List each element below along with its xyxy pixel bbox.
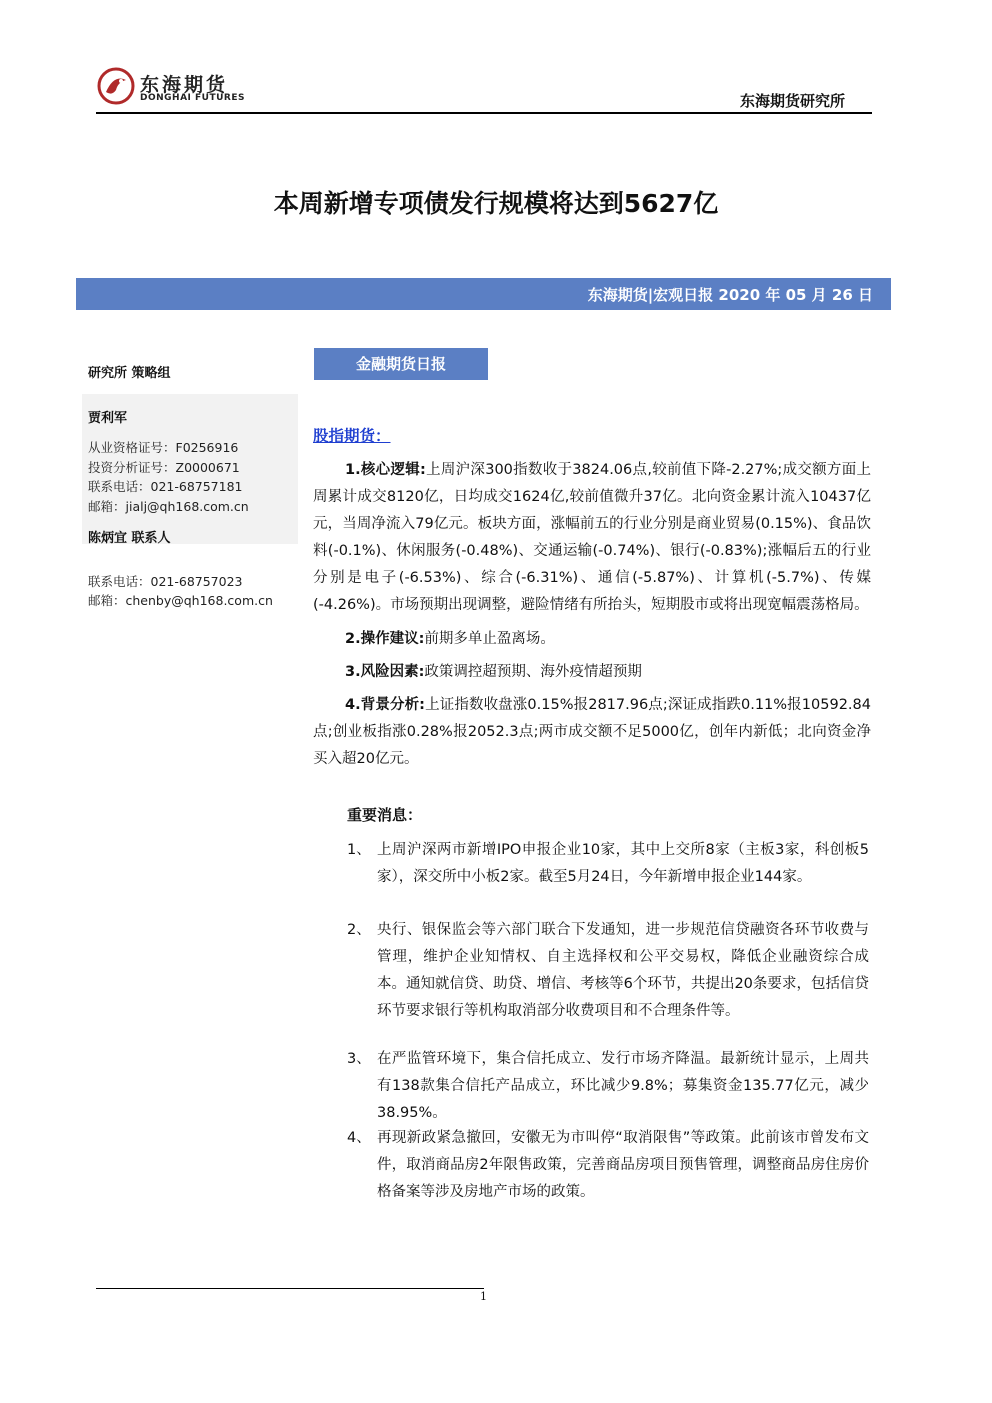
point-risk [313,659,871,686]
logo-text-cn: 东海期货 [140,74,229,96]
analyst-invest-cert: 投资分析证号：Z0000671 [88,460,240,475]
point-background [313,692,871,773]
header-institute: 东海期货研究所 [740,92,846,110]
point-advice [313,626,871,653]
page-number: 1 [480,1290,487,1303]
news-number: 3、 [347,1051,371,1067]
point-label: 2.操作建议: [345,631,425,647]
contact-email[interactable]: 邮箱：chenby@qh168.com.cn [88,593,273,608]
subhead-index-futures: 股指期货： [313,427,391,445]
report-banner [76,278,891,310]
footer-divider [96,1288,484,1289]
news-number: 1、 [347,842,371,858]
section-tab: 金融期货日报 [314,348,488,380]
point-label: 4.背景分析: [345,697,425,713]
news-item: 央行、银保监会等六部门联合下发通知，进一步规范信贷融资各环节收费与管理，维护企业知情权、自主选择权和公平交易权，降低企业融资综合成本。通知就信贷、助贷、增信、考核等6个环节，共提出20条要求，包括信贷环节要求银行等机构取消部分收费项目和不合理条件等。 [377,922,869,1019]
point-text: 上周沪深300指数收于3824.06点,较前值下降-2.27%;成交额方面上周累计成交8120亿，日均成交1624亿,较前值微升37亿。北向资金累计流入10437亿元，当周净流入79亿元。板块方面，涨幅前五的行业分别是商业贸易(0.15%)、食品饮料(-0.1%)、休闲服务(-0.48%)、交通运输(-0.74%)、银行(-0.83%);涨幅后五的行业分别是电子(-6.53%)、综合(-6.31%)、通信(-5.87%)、计算机(-5.7%)、传媒(-4.26%)。市场预期出现调整，避险情绪有所抬头，短期股市或将出现宽幅震荡格局。 [313,462,871,613]
news-number: 4、 [347,1130,371,1146]
point-label: 3.风险因素: [345,664,425,680]
analyst-email[interactable]: 邮箱：jialj@qh168.com.cn [88,499,249,514]
analyst-phone: 联系电话：021-68757181 [88,479,243,494]
point-text: 前期多单止盈离场。 [424,631,555,647]
logo-text-en: DONGHAI FUTURES [140,93,245,103]
analyst-name: 贾利军 [88,411,128,426]
point-text: 政策调控超预期、海外疫情超预期 [424,664,642,680]
company-logo [96,66,136,106]
contact-name: 陈炳宜 联系人 [88,531,171,546]
point-label: 1.核心逻辑: [345,462,426,478]
news-item: 再现新政紧急撤回，安徽无为市叫停“取消限售”等政策。此前该市曾发布文件，取消商品房2年限售政策，完善商品房项目预售管理，调整商品房住房价格备案等涉及房地产市场的政策。 [377,1130,869,1200]
news-number: 2、 [347,922,371,938]
contact-phone: 联系电话：021-68757023 [88,574,243,589]
document-title: 本周新增专项债发行规模将达到5627亿 [273,189,719,218]
header-divider [96,112,872,114]
news-title: 重要消息： [347,806,423,824]
point-text: 上证指数收盘涨0.15%报2817.96点;深证成指跌0.11%报10592.84点;创业板指涨0.28%报2052.3点;两市成交额不足5000亿，创年内新低；北向资金净买入超20亿元。 [313,697,871,767]
point-core-logic [313,457,871,619]
sidebar-dept: 研究所 策略组 [88,366,171,381]
analyst-cert: 从业资格证号：F0256916 [88,440,239,455]
news-item: 在严监管环境下，集合信托成立、发行市场齐降温。最新统计显示，上周共有138款集合信托产品成立，环比减少9.8%；募集资金135.77亿元，减少38.95%。 [377,1051,869,1121]
news-item: 上周沪深两市新增IPO申报企业10家，其中上交所8家（主板3家，科创板5家），深交所中小板2家。截至5月24日，今年新增申报企业144家。 [377,842,869,885]
report-banner-text: 东海期货|宏观日报 2020 年 05 月 26 日 [587,286,873,304]
